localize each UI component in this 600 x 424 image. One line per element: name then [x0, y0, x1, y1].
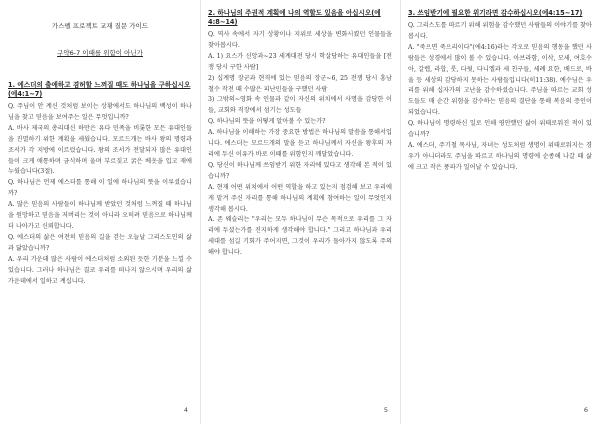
page-number: 6	[583, 406, 588, 414]
page-6-body	[408, 21, 592, 321]
qa-paragraph: Q. 에스더의 삶은 여전히 믿음의 길을 걷는 오늘날 그리스도인의 삶과 닮았습니까?	[8, 233, 192, 252]
qa-paragraph: Q. 하나님이 명령하신 일로 인해 평안했던 삶이 위태로워진 적이 있습니까?	[408, 120, 592, 139]
section-heading-3: 3. 쓰임받기에 필요한 위기라면 감수하십시오(에4:15~17)	[408, 9, 583, 17]
qa-paragraph: 2) 십계명 장군과 현직에 있는 믿음의 장군~6, 25 전쟁 당시 흥남 철수 작전 때 수많은 피난민들을 구했던 사람	[208, 74, 392, 93]
qa-paragraph: A. 현재 어떤 위치에서 어떤 역할을 하고 있는지 점검해 보고 우리에게 맡겨 주신 자리를 통해 하나님의 계획에 참여하는 일이 무엇인지 생각해 봅시다.	[208, 183, 392, 213]
page-5-body	[208, 30, 392, 402]
page-number: 4	[183, 406, 188, 414]
section-heading-1: 1. 에스더의 출애하고 겸허할 느껴질 때도 하나님을 구하십시오(에4:1~7)	[8, 81, 191, 98]
qa-paragraph: Q. 당신이 하나님께 쓰임받기 위한 자리에 있다고 생각해 본 적이 있습니까?	[208, 161, 392, 180]
page-4	[0, 0, 200, 424]
guide-title: 가스펠 프로젝트 교재 질문 가이드	[51, 22, 149, 30]
qa-paragraph: A. "죽으면 죽으리이다"(에4:16)라는 각오로 믿음의 행동을 했던 사람들은 성경에서 많이 볼 수 있습니다. 아브라함, 이삭, 모세, 여호수아, 갈렙, 라합, 룻, 다윗, 다니엘과 세 친구들, 세례 요한, 베드로, 바울 등 세상의 감당하지 못하는 사람들입니다(히11:38). 예수님은 우리를 위해 십자가의 고난을 감수하셨습니다. 주님을 따르는 교회 성도들도 매 순간 위험을 감수하는 믿음의 결단을 통해 복음의 증인이 되었습니다.	[408, 43, 592, 117]
qa-paragraph: Q. 주님이 안 계신 것처럼 보이는 상황에서도 하나님의 백성이 하나님을 찾고 믿음을 보여주는 일은 무엇입니까?	[8, 103, 192, 121]
qa-paragraph: Q. 하나님의 뜻을 어떻게 알아볼 수 있는가?	[208, 118, 326, 126]
page-6	[400, 0, 600, 424]
qa-paragraph: A. 에스더, 주기철 목사님, 자녀는 성도처럼 생명이 위태로워지는 경우가 아니더라도 주님을 따르고 하나님의 명령에 순종해 나갈 때 삶에 크고 작은 풍파가 일어날 수 있습니다.	[408, 141, 592, 171]
qa-paragraph: A. 우리 가운데 많은 사람이 에스더처럼 소외된 듯한 기분을 느낄 수 있습니다. 그러나 하나님은 결코 우리를 떠나지 않으시며 우리의 삶 가운데에서 일하고 계십니다.	[8, 255, 192, 285]
lesson-subtitle: 구약6-7 이때를 위함이 아닌가	[57, 49, 143, 57]
qa-paragraph: A. 바사 제국의 총리대신 하만은 유다 민족을 비롯한 모든 유대인들을 진멸하기 위한 계획을 세웠습니다. 모르드개는 바사 왕의 명령과 조서가 각 지방에 이르렀습니다. 왕의 조서가 전달되자 많은 유대인들이 크게 애통하며 금식하며 울며 부르짖고 굵은 베옷을 입고 재에 누웠습니다(3절).	[8, 124, 192, 176]
qa-paragraph: Q. 역사 속에서 자기 상황이나 지위로 세상을 변화시켰던 인물들을 찾아봅시다.	[208, 31, 392, 49]
qa-paragraph: A. 1) 요스가 신앙과~23 세계대전 당시 학살당하는 유대인들을 [전쟁 당시 구한 사람]	[208, 52, 392, 71]
page-4-body	[8, 102, 192, 424]
section-heading-2: 2. 하나님의 주권적 계획에 나의 역할도 있음을 아십시오(에4:8~14)	[208, 9, 381, 26]
page-5	[200, 0, 400, 424]
qa-paragraph: A. 많은 믿음의 사람들이 하나님께 받았던 것처럼 느껴질 때 하나님을 원망하고 믿음을 저버리는 것이 아니라 오히려 믿음으로 하나님께 더 나아가고 신뢰합니다.	[8, 201, 192, 230]
qa-paragraph: Q. 하나님은 언제 에스더를 통해 이 일에 하나님의 뜻을 이루셨습니까?	[8, 179, 192, 198]
qa-paragraph: 3) 그밖의~영화 속 인물과 같이 자신의 위치에서 사명을 감당한 이들, 교회와 직장에서 섬기는 성도들	[208, 96, 392, 115]
page-divider	[200, 0, 201, 424]
qa-paragraph: Q. 그리스도를 따르기 위해 위험을 감수했던 사람들의 이야기를 찾아봅시다.	[408, 22, 592, 40]
qa-paragraph: A. 존 웨슬리는 "우리는 모두 하나님이 무슨 목적으로 우리를 그 자리에 두셨는가를 진지하게 생각해야 합니다." 그리고 하나님과 우리 세대를 섬길 기회가 주어지면, 그것이 우리가 돌아가지 않도록 주의해야 합니다.	[208, 216, 392, 257]
qa-paragraph: A. 하나님을 이해하는 가장 중요한 방법은 하나님의 말씀을 통해서입니다. 에스더는 모르드개의 말을 듣고 하나님께서 자신을 왕후의 자리에 두신 이유가 바로 이때를 위함인지 깨달았습니다.	[208, 129, 392, 158]
page-divider	[400, 0, 401, 424]
page-number: 5	[383, 406, 388, 414]
